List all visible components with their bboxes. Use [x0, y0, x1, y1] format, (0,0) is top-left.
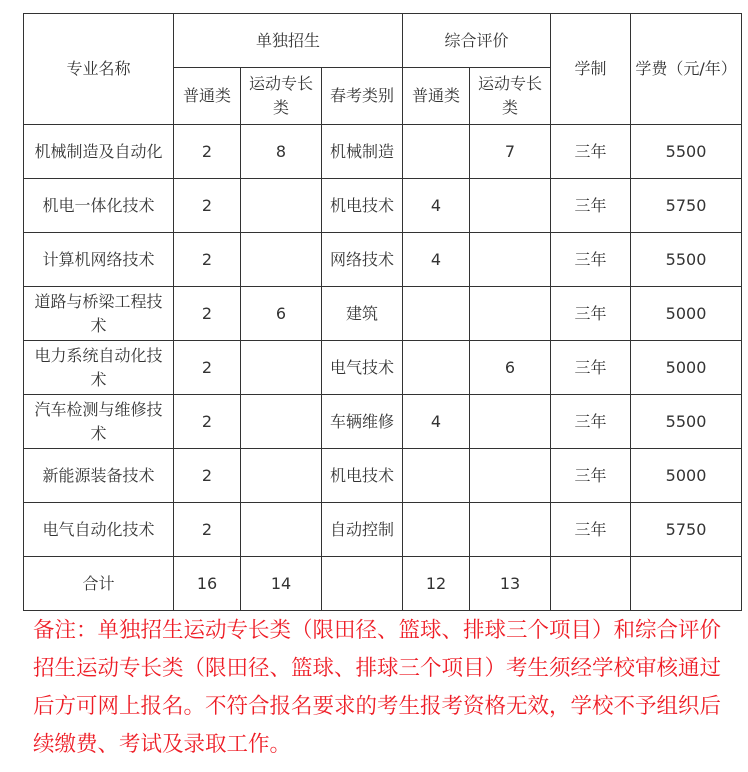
cell-spring-category: 车辆维修 [322, 395, 403, 449]
cell-spring-category: 机械制造 [322, 125, 403, 179]
header-single-general: 普通类 [174, 68, 241, 125]
cell-fee: 5000 [631, 341, 742, 395]
cell-duration [551, 557, 631, 611]
cell-comp-general [403, 287, 470, 341]
cell-fee: 5500 [631, 233, 742, 287]
cell-spring-category [322, 557, 403, 611]
cell-comp-general [403, 449, 470, 503]
cell-major-name: 电力系统自动化技术 [24, 341, 174, 395]
cell-single-general: 2 [174, 503, 241, 557]
cell-major-name: 新能源装备技术 [24, 449, 174, 503]
cell-duration: 三年 [551, 503, 631, 557]
cell-comp-sports [470, 233, 551, 287]
cell-comp-sports: 7 [470, 125, 551, 179]
cell-comp-sports [470, 449, 551, 503]
cell-fee [631, 557, 742, 611]
cell-major-name: 机电一体化技术 [24, 179, 174, 233]
cell-major-name: 汽车检测与维修技术 [24, 395, 174, 449]
cell-fee: 5000 [631, 287, 742, 341]
cell-comp-general [403, 125, 470, 179]
table-row [24, 179, 742, 233]
header-single-sports: 运动专长类 [241, 68, 322, 125]
cell-single-sports [241, 341, 322, 395]
cell-duration: 三年 [551, 395, 631, 449]
cell-spring-category: 机电技术 [322, 179, 403, 233]
cell-single-general: 2 [174, 287, 241, 341]
header-single-enrollment: 单独招生 [174, 14, 403, 68]
cell-comp-sports [470, 503, 551, 557]
cell-comp-sports [470, 395, 551, 449]
cell-single-sports [241, 233, 322, 287]
cell-comp-general: 12 [403, 557, 470, 611]
cell-fee: 5500 [631, 125, 742, 179]
cell-single-general: 2 [174, 233, 241, 287]
cell-fee: 5000 [631, 449, 742, 503]
header-comp-sports: 运动专长类 [470, 68, 551, 125]
cell-duration: 三年 [551, 341, 631, 395]
cell-single-sports [241, 395, 322, 449]
cell-comp-sports [470, 179, 551, 233]
cell-single-general: 2 [174, 395, 241, 449]
cell-spring-category: 机电技术 [322, 449, 403, 503]
cell-duration: 三年 [551, 449, 631, 503]
header-duration: 学制 [551, 14, 631, 125]
table-row [24, 233, 742, 287]
cell-single-general: 2 [174, 125, 241, 179]
cell-major-name: 道路与桥梁工程技术 [24, 287, 174, 341]
cell-major-name: 机械制造及自动化 [24, 125, 174, 179]
table-row [24, 503, 742, 557]
cell-single-sports [241, 179, 322, 233]
cell-major-name: 合计 [24, 557, 174, 611]
cell-major-name: 电气自动化技术 [24, 503, 174, 557]
cell-spring-category: 建筑 [322, 287, 403, 341]
cell-single-general: 2 [174, 341, 241, 395]
cell-single-general: 2 [174, 179, 241, 233]
cell-single-general: 16 [174, 557, 241, 611]
cell-single-sports: 8 [241, 125, 322, 179]
header-spring-category: 春考类别 [322, 68, 403, 125]
cell-comp-sports [470, 287, 551, 341]
cell-fee: 5750 [631, 179, 742, 233]
cell-duration: 三年 [551, 125, 631, 179]
cell-single-sports [241, 503, 322, 557]
cell-comp-sports: 6 [470, 341, 551, 395]
cell-spring-category: 电气技术 [322, 341, 403, 395]
header-comprehensive-evaluation: 综合评价 [403, 14, 551, 68]
cell-comp-general: 4 [403, 179, 470, 233]
cell-duration: 三年 [551, 179, 631, 233]
table-row [24, 395, 742, 449]
enrollment-table [23, 13, 742, 611]
table-row [24, 287, 742, 341]
cell-single-general: 2 [174, 449, 241, 503]
cell-single-sports [241, 449, 322, 503]
cell-single-sports: 6 [241, 287, 322, 341]
cell-fee: 5500 [631, 395, 742, 449]
cell-single-sports: 14 [241, 557, 322, 611]
total-row [24, 557, 742, 611]
table-row [24, 341, 742, 395]
header-comp-general: 普通类 [403, 68, 470, 125]
table-row [24, 125, 742, 179]
table-row [24, 449, 742, 503]
cell-fee: 5750 [631, 503, 742, 557]
cell-duration: 三年 [551, 287, 631, 341]
cell-comp-general [403, 341, 470, 395]
cell-comp-general: 4 [403, 395, 470, 449]
header-fee: 学费（元/年） [631, 14, 742, 125]
cell-comp-general: 4 [403, 233, 470, 287]
cell-spring-category: 自动控制 [322, 503, 403, 557]
cell-duration: 三年 [551, 233, 631, 287]
cell-major-name: 计算机网络技术 [24, 233, 174, 287]
cell-comp-sports: 13 [470, 557, 551, 611]
cell-spring-category: 网络技术 [322, 233, 403, 287]
header-major: 专业名称 [24, 14, 174, 125]
cell-comp-general [403, 503, 470, 557]
note-text: 备注：单独招生运动专长类（限田径、篮球、排球三个项目）和综合评价招生运动专长类（限田径、篮球、排球三个项目）考生须经学校审核通过后方可网上报名。不符合报名要求的考生报考资格无效，学校不予组织后续缴费、考试及录取工作。 [33, 618, 722, 757]
